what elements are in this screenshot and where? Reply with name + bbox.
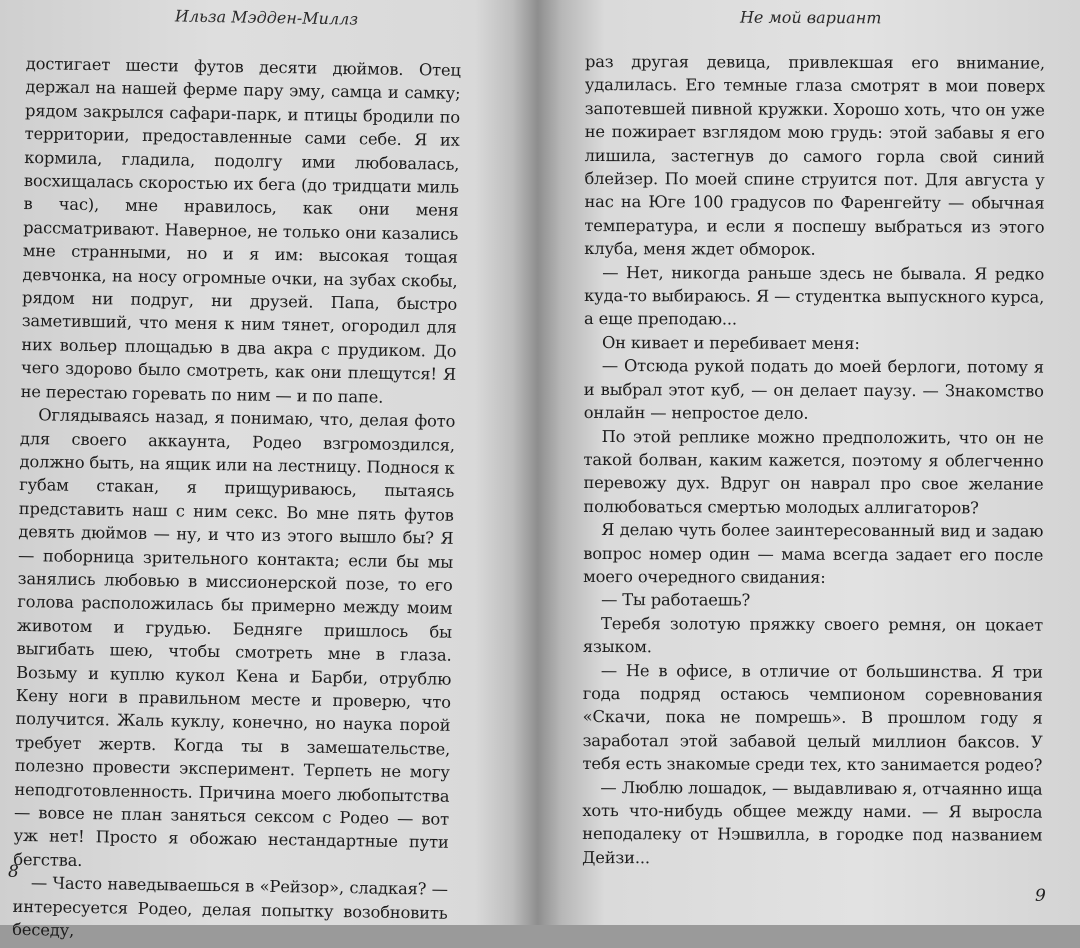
right-page [545, 0, 1080, 925]
page-number: 8 [8, 862, 19, 882]
paragraph: — Не в офисе, в отличие от большинства. Я три года подряд остаюсь чемпионом соревнования «Скачи, пока не помрешь». В прошлом году я заработал этой забавой целый миллион баксов. У тебя есть знакомые среди тех, кто занимается родео? [582, 660, 1043, 775]
paragraph: По этой реплике можно предположить, что он не такой болван, каким кажется, поэтому я облегченно перевожу дух. Вдруг он наврал про свое желание полюбоваться смертью молодых аллигаторов? [583, 426, 1044, 518]
paragraph: раз другая девица, привлекшая его внимание, удалилась. Его темные глаза смотрят в мои поверх запотевшей пивной кружки. Хорошо хоть, что он уже не пожирает взглядом мою грудь: этой забавы я его лишила, застегнув до самого горла свой синий блейзер. По моей спине струится пот. Для августа у нас на Юге 100 градусов по Фаренгейту — обычная температура, и если я поспешу выбраться из этого клуба, меня ждет обморок. [584, 51, 1045, 260]
left-page-body [12, 52, 461, 948]
paragraph: достигает шести футов десяти дюймов. Отец держал на нашей ферме пару эму, самца и самку; рядом закрылся сафари-парк, и птицы бродили по территории, предоставленные сами себе. Я их кормила, гладила, подолгу ими любовалась, восхищалась скоростью их бега (до тридцати миль в час), мне нравилось, как они меня рассматривают. Наверное, не только они казались мне странными, но и я им: высокая тощая девчонка, на носу огромные очки, на зубах скобы, рядом ни подруг, ни друзей. Папа, быстро заметивший, что меня к ним тянет, огородил для них вольер площадью в два акра с прудиком. До чего здорово было смотреть, как они плещутся! Я не перестаю горевать по ним — и по папе. [20, 53, 461, 407]
paragraph: Он кивает и перебивает меня: [601, 332, 860, 353]
page-number: 9 [1035, 886, 1046, 906]
paragraph: — Ты работаешь? [601, 590, 751, 610]
paragraph: Оглядываясь назад, я понимаю, что, делая фото для своего аккаунта, Родео взгромоздился, должно быть, на ящик или на лестницу. Поднося к губам стакан, я прищуриваюсь, пытаясь представить наш с ним секс. Во мне пять футов девять дюймов — ну, и что из этого вышло бы? Я — поборница зрительного контакта; если бы мы занялись любовью в миссионерской позе, то его голова расположилась бы примерно между моим животом и грудью. Бедняге пришлось бы выгибать шею, чтобы смотреть мне в глаза. Возьму и куплю кукол Кена и Барби, отрублю Кену ноги в правильном месте и проверю, что получится. Жаль куклу, конечно, но наука порой требует жертв. Когда ты в замешательстве, полезно провести эксперимент. Терпеть не могу неподготовленность. Причина моего любопытства — вовсе не план заняться сексом с Родео — вот уж нет! Просто я обожаю нестандартные пути бегства. [13, 405, 456, 870]
paragraph: Я делаю чуть более заинтересованный вид и задаю вопрос номер один — мама всегда задает его после моего очередного свидания: [583, 520, 1044, 587]
paragraph: — Нет, никогда раньше здесь не бывала. Я редко куда-то выбираюсь. Я — студентка выпускного курса, а еще преподаю... [584, 262, 1045, 330]
paragraph: — Отсюда рукой подать до моей берлоги, потому я и выбрал этот куб, — он делает паузу. — Знакомство онлайн — непростое дело. [583, 356, 1044, 423]
paragraph: — Часто наведываешься в «Рейзор», сладкая? — интересуется Родео, делая попытку возобновить беседу, [12, 873, 449, 940]
paragraph: Теребя золотую пряжку своего ремня, он цокает языком. [582, 613, 1044, 657]
running-head-author: Ильза Мэдден-Миллз [174, 6, 359, 29]
running-head-title: Не мой вариант [739, 7, 882, 28]
left-page [0, 0, 535, 940]
paragraph: — Люблю лошадок, — выдавливаю я, отчаянно ища хоть что-нибудь общее между нами. — Я выросла неподалеку от Нэшвилла, в городке под названием Дейзи... [582, 777, 1043, 868]
right-page-body [582, 50, 1045, 871]
